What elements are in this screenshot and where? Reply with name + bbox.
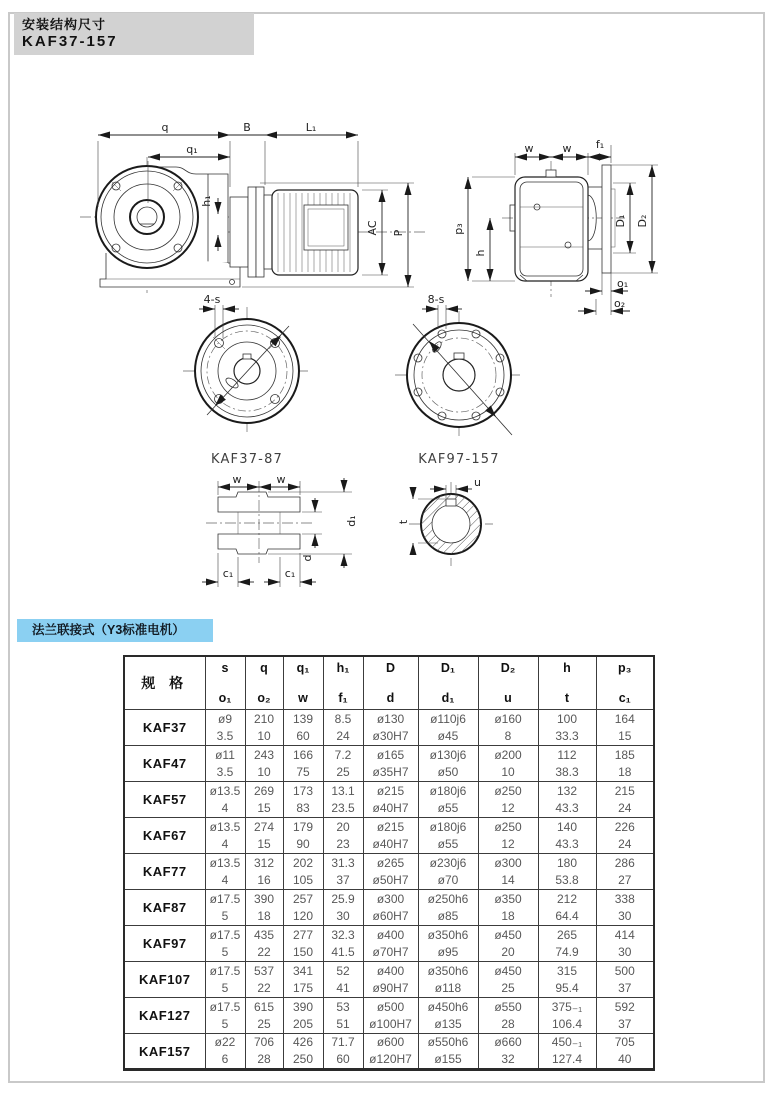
spec-header: 规 格 [124,656,205,710]
table-cell: 173 83 [283,782,323,818]
table-cell: 202 105 [283,854,323,890]
page-title: 安装结构尺寸 [22,17,107,32]
table-cell: 210 10 [245,710,283,746]
dim-label-D2: D₂ [636,214,649,228]
table-cell: ø17.5 5 [205,962,245,998]
col-header-q: q o₂ [245,656,283,710]
table-cell: 500 37 [596,962,654,998]
table-cell: ø300 14 [478,854,538,890]
row-model-label: KAF77 [124,854,205,890]
table-cell: ø450h6 ø135 [418,998,478,1034]
table-cell: ø450 20 [478,926,538,962]
table-cell: 705 40 [596,1034,654,1070]
table-cell: ø600 ø120H7 [363,1034,418,1070]
table-cell: ø13.5 4 [205,818,245,854]
table-cell: ø265 ø50H7 [363,854,418,890]
table-cell: 390 18 [245,890,283,926]
table-cell: 13.1 23.5 [323,782,363,818]
dim-label-D1: D₁ [614,214,627,228]
dim-label-h1: h₁ [200,195,213,207]
table-cell: 185 18 [596,746,654,782]
table-cell: 243 10 [245,746,283,782]
table-cell: 257 120 [283,890,323,926]
table-cell: ø550 28 [478,998,538,1034]
row-model-label: KAF47 [124,746,205,782]
table-cell: ø215 ø40H7 [363,818,418,854]
dim-label-o2: o₂ [614,297,626,310]
dim-label-u: u [474,476,481,489]
table-cell: ø17.5 5 [205,998,245,1034]
table-cell: 338 30 [596,890,654,926]
hollow-shaft-drawing [202,473,358,587]
dim-label-t: t [397,519,410,525]
dim-label-p3: p₃ [452,223,465,235]
table-cell: 265 74.9 [538,926,596,962]
table-cell: 315 95.4 [538,962,596,998]
table-cell: 226 24 [596,818,654,854]
table-cell: 592 37 [596,998,654,1034]
dim-label-w-left: w [524,142,534,155]
table-row [124,998,654,1034]
table-cell: ø400 ø70H7 [363,926,418,962]
table-cell: 414 30 [596,926,654,962]
table-cell: ø160 8 [478,710,538,746]
dimension-table [123,655,655,1071]
table-cell: 32.3 41.5 [323,926,363,962]
col-header-D: D d [363,656,418,710]
col-header-h1: h₁ f₁ [323,656,363,710]
table-cell: ø400 ø90H7 [363,962,418,998]
table-cell: ø13.5 4 [205,782,245,818]
dim-label-L1: L₁ [305,121,317,134]
dim-label-w-right: w [562,142,572,155]
table-cell: 164 15 [596,710,654,746]
table-row [124,710,654,746]
table-cell: 537 22 [245,962,283,998]
flange-large-caption: KAF97-157 [418,452,500,467]
table-row [124,854,654,890]
table-cell: 166 75 [283,746,323,782]
col-header-D2: D₂ u [478,656,538,710]
rear-view-drawing [452,138,658,315]
table-row [124,818,654,854]
table-cell: ø250h6 ø85 [418,890,478,926]
table-row [124,890,654,926]
table-header-row [124,656,654,710]
page-model-range: KAF37-157 [22,33,118,50]
table-cell: ø660 32 [478,1034,538,1070]
table-cell: ø17.5 5 [205,890,245,926]
table-cell: ø17.5 5 [205,926,245,962]
table-cell: 215 24 [596,782,654,818]
technical-drawings [10,95,770,615]
table-row [124,1034,654,1070]
col-header-s: s o₁ [205,656,245,710]
table-cell: ø300 ø60H7 [363,890,418,926]
table-cell: 179 90 [283,818,323,854]
dim-label-h: h [474,249,487,257]
table-cell: 20 23 [323,818,363,854]
dim-label-d: d [301,554,314,562]
dim-label-4s: 4-s [203,293,221,306]
dim-label-q: q [161,121,169,134]
solid-shaft-drawing [397,476,493,566]
col-header-D1: D₁ d₁ [418,656,478,710]
table-cell: ø250 12 [478,782,538,818]
table-cell: 112 38.3 [538,746,596,782]
table-cell: ø230j6 ø70 [418,854,478,890]
row-model-label: KAF37 [124,710,205,746]
dim-label-shaft-w-right: w [276,473,286,486]
table-cell: ø180j6 ø55 [418,782,478,818]
flange-view-large [395,293,523,467]
table-row [124,926,654,962]
table-cell: ø13.5 4 [205,854,245,890]
dim-label-d1: d₁ [345,515,358,527]
row-model-label: KAF127 [124,998,205,1034]
table-cell: 435 22 [245,926,283,962]
section-band [17,619,213,642]
table-cell: ø110j6 ø45 [418,710,478,746]
table-cell: ø180j6 ø55 [418,818,478,854]
table-cell: 375₋₁ 106.4 [538,998,596,1034]
table-cell: 8.5 24 [323,710,363,746]
table-cell: 7.2 25 [323,746,363,782]
dim-label-c1-right: c₁ [284,567,296,580]
table-cell: 212 64.4 [538,890,596,926]
dim-label-8s: 8-s [427,293,445,306]
row-model-label: KAF107 [124,962,205,998]
row-model-label: KAF157 [124,1034,205,1070]
row-model-label: KAF87 [124,890,205,926]
table-cell: 341 175 [283,962,323,998]
table-cell: 139 60 [283,710,323,746]
dim-label-P: P [392,229,405,237]
table-cell: 53 51 [323,998,363,1034]
table-cell: 450₋₁ 127.4 [538,1034,596,1070]
col-header-h: h t [538,656,596,710]
table-row [124,962,654,998]
table-cell: 132 43.3 [538,782,596,818]
table-cell: 31.3 37 [323,854,363,890]
table-cell: 615 25 [245,998,283,1034]
table-cell: 71.7 60 [323,1034,363,1070]
table-cell: ø22 6 [205,1034,245,1070]
dim-label-shaft-w-left: w [232,473,242,486]
dim-label-q1: q₁ [186,143,198,156]
flange-view-small [183,293,311,467]
row-model-label: KAF97 [124,926,205,962]
table-cell: ø165 ø35H7 [363,746,418,782]
table-cell: 274 15 [245,818,283,854]
table-cell: ø250 12 [478,818,538,854]
table-cell: ø200 10 [478,746,538,782]
table-cell: 426 250 [283,1034,323,1070]
dim-label-AC: AC [366,220,379,236]
table-cell: ø550h6 ø155 [418,1034,478,1070]
col-header-p3: p₃ c₁ [596,656,654,710]
table-cell: ø130 ø30H7 [363,710,418,746]
table-cell: ø11 3.5 [205,746,245,782]
table-cell: 706 28 [245,1034,283,1070]
page-header [14,13,254,55]
table-cell: ø130j6 ø50 [418,746,478,782]
flange-small-caption: KAF37-87 [210,452,284,467]
table-cell: ø215 ø40H7 [363,782,418,818]
col-header-q1: q₁ w [283,656,323,710]
table-cell: 140 43.3 [538,818,596,854]
table-cell: 286 27 [596,854,654,890]
table-cell: 180 53.8 [538,854,596,890]
row-model-label: KAF57 [124,782,205,818]
table-row [124,746,654,782]
table-cell: ø350h6 ø95 [418,926,478,962]
table-cell: 100 33.3 [538,710,596,746]
table-cell: ø500 ø100H7 [363,998,418,1034]
table-cell: 52 41 [323,962,363,998]
table-cell: 25.9 30 [323,890,363,926]
table-row [124,782,654,818]
dim-label-c1-left: c₁ [222,567,234,580]
dim-label-f1: f₁ [595,138,605,151]
row-model-label: KAF67 [124,818,205,854]
table-cell: 390 205 [283,998,323,1034]
table-cell: ø350 18 [478,890,538,926]
dim-label-B: B [243,121,251,134]
table-cell: 312 16 [245,854,283,890]
table-cell: ø450 25 [478,962,538,998]
dim-label-o1: o₁ [617,277,629,290]
side-view-drawing [80,121,425,293]
table-cell: 277 150 [283,926,323,962]
table-cell: 269 15 [245,782,283,818]
table-cell: ø9 3.5 [205,710,245,746]
table-cell: ø350h6 ø118 [418,962,478,998]
section-band-label: 法兰联接式（Y3标准电机） [32,623,185,637]
